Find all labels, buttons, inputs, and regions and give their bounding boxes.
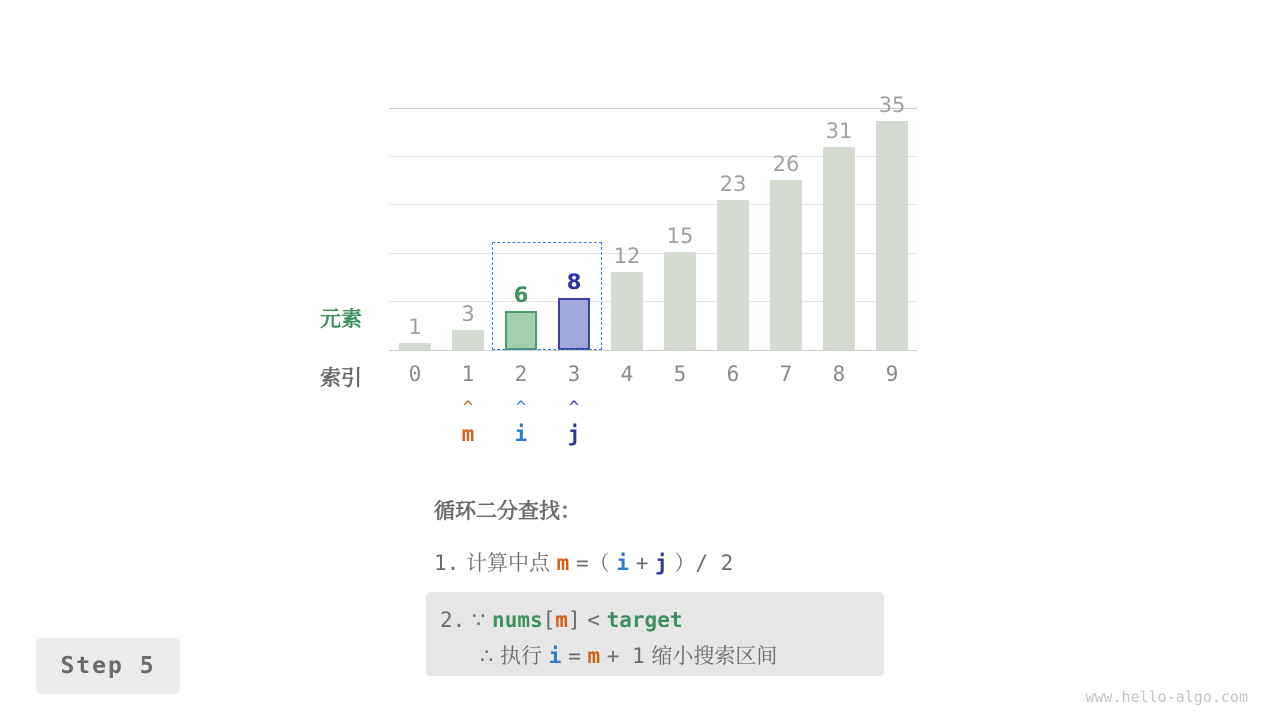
index-label-1: 1 <box>461 362 475 386</box>
step-2-lt: < <box>587 608 600 632</box>
index-label-4: 4 <box>620 362 634 386</box>
step-1-text: 计算中点 <box>465 551 550 575</box>
step-2-line-2 <box>440 638 880 674</box>
step-2-because: ∵ <box>471 608 486 632</box>
pointer-label-j: j <box>567 422 581 446</box>
step-1-tail: ）/ 2 <box>674 551 734 575</box>
step-2-var-m2: m <box>587 644 601 668</box>
bar-0 <box>399 343 431 350</box>
bar-8 <box>823 147 855 350</box>
index-label-8: 8 <box>832 362 846 386</box>
bar-7 <box>770 180 802 350</box>
step-2-exec: 执行 <box>500 644 543 668</box>
index-label-7: 7 <box>779 362 793 386</box>
index-label-9: 9 <box>885 362 899 386</box>
step-2-number: 2. <box>440 608 466 632</box>
index-label-3: 3 <box>567 362 581 386</box>
pointer-label-m: m <box>461 422 475 446</box>
step-2-tail: 缩小搜索区间 <box>651 644 778 668</box>
axis-baseline <box>389 350 917 351</box>
caption-title: 循环二分查找： <box>434 499 581 523</box>
step-2-var-i: i <box>548 644 562 668</box>
step-2-target: target <box>606 608 683 632</box>
index-label-2: 2 <box>514 362 528 386</box>
index-label-0: 0 <box>408 362 422 386</box>
step-2-var-m: m <box>555 608 568 632</box>
bar-value-1: 3 <box>461 302 475 326</box>
pointer-caret-j: ^ <box>568 398 580 418</box>
step-2-block <box>440 602 880 674</box>
step-2-nums: nums <box>492 608 543 632</box>
index-label-6: 6 <box>726 362 740 386</box>
bar-value-3: 8 <box>566 270 582 294</box>
step-badge: Step 5 <box>36 638 180 694</box>
step-1-var-i: i <box>616 551 630 575</box>
bar-value-7: 26 <box>772 152 800 176</box>
bar-6 <box>717 200 749 350</box>
step-2-plus-one: + 1 <box>606 644 645 668</box>
bar-1 <box>452 330 484 350</box>
watermark: www.hello-algo.com <box>1085 688 1248 706</box>
step-1-number: 1. <box>434 551 460 575</box>
bar-value-9: 35 <box>878 93 906 117</box>
pointer-caret-m: ^ <box>462 398 474 418</box>
step-2-lb: [ <box>542 608 556 632</box>
bar-value-5: 15 <box>666 224 694 248</box>
bar-9 <box>876 121 908 350</box>
bar-value-8: 31 <box>825 119 853 143</box>
step-2-line-1 <box>440 602 880 638</box>
caption-block <box>434 495 904 581</box>
step-1-plus: + <box>635 551 649 575</box>
index-label-5: 5 <box>673 362 687 386</box>
step-2-therefore: ∴ <box>480 644 494 668</box>
y-axis-label: 元素 <box>320 307 362 331</box>
pointer-caret-i: ^ <box>515 398 527 418</box>
bar-value-0: 1 <box>408 315 422 339</box>
step-1-line <box>434 545 904 581</box>
bar-value-6: 23 <box>719 172 747 196</box>
step-1-var-j: j <box>655 551 668 575</box>
step-2-assign: = <box>568 644 581 668</box>
step-1-eq: =（ <box>576 551 610 575</box>
bar-4 <box>611 272 643 350</box>
gridline <box>389 108 917 109</box>
bar-value-2: 6 <box>513 283 529 307</box>
bar-5 <box>664 252 696 350</box>
step-1-var-m: m <box>556 551 570 575</box>
x-axis-label: 索引 <box>320 366 362 390</box>
pointer-label-i: i <box>514 422 528 446</box>
step-2-rb: ] <box>567 608 581 632</box>
bar-value-4: 12 <box>613 244 641 268</box>
